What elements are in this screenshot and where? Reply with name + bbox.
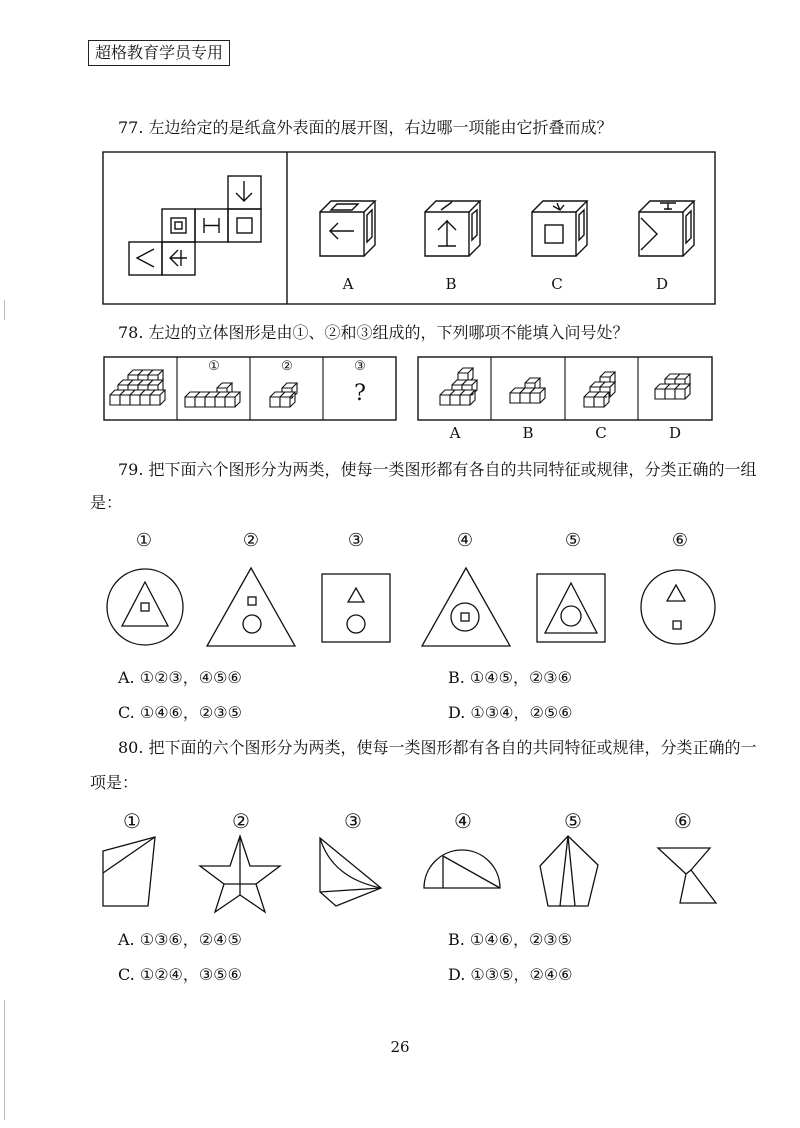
q79-answer-c[interactable]: C. ①④⑥，②③⑤ xyxy=(118,703,242,722)
q78-part-label-2: ② xyxy=(281,359,293,374)
q78-right-frame xyxy=(418,357,712,420)
q77-option-b[interactable]: B xyxy=(445,275,457,293)
q79-figure-6 xyxy=(641,570,715,644)
question-79-text-line1: 79. 把下面六个图形分为两类，使每一类图形都有各自的共同特征或规律，分类正确的一组 xyxy=(118,460,757,479)
q80-figure-label-6: ⑥ xyxy=(674,809,692,833)
q80-figure-2 xyxy=(200,836,280,912)
q80-figure-label-5: ⑤ xyxy=(564,809,582,833)
q77-net xyxy=(129,176,261,275)
q79-figure-label-6: ⑥ xyxy=(671,530,689,551)
q79-figure-label-3: ③ xyxy=(347,530,365,551)
q80-answer-d[interactable]: D. ①③⑤，②④⑥ xyxy=(448,965,573,984)
q79-figure-label-1: ① xyxy=(135,530,153,551)
q80-answer-b[interactable]: B. ①④⑥，②③⑤ xyxy=(448,930,572,949)
q79-figure-4 xyxy=(422,568,510,646)
q77-option-c[interactable]: C xyxy=(551,275,563,293)
q78-question-mark: ? xyxy=(354,381,366,406)
q78-option-d[interactable]: D xyxy=(668,424,682,442)
q77-option-a[interactable]: A xyxy=(342,275,354,293)
q80-figure-6 xyxy=(658,848,716,903)
q78-option-a-solid xyxy=(440,368,477,405)
scan-edge-line xyxy=(4,1000,5,1120)
question-77-text: 77. 左边给定的是纸盒外表面的展开图，右边哪一项能由它折叠而成？ xyxy=(118,118,613,137)
q78-part-label-3: ③ xyxy=(354,359,366,374)
q78-part-label-1: ① xyxy=(208,359,220,374)
q80-answer-c[interactable]: C. ①②④，③⑤⑥ xyxy=(118,965,242,984)
q79-figure-label-2: ② xyxy=(242,530,260,551)
header-label: 超格教育学员专用 xyxy=(88,40,230,66)
q78-option-c-solid xyxy=(584,372,615,407)
q79-figure-3 xyxy=(322,574,390,642)
q79-figure-2 xyxy=(207,568,295,646)
q80-figure-label-3: ③ xyxy=(344,809,362,833)
q77-cube-b xyxy=(425,201,480,256)
q79-answer-b[interactable]: B. ①④⑤，②③⑥ xyxy=(448,668,572,687)
question-79-text-line2: 是： xyxy=(90,493,123,512)
q80-figure-3 xyxy=(320,838,381,906)
q78-option-b-solid xyxy=(510,378,545,403)
q80-figure-4 xyxy=(424,850,500,888)
q79-figure-5 xyxy=(537,574,605,642)
page-number: 26 xyxy=(390,1038,410,1056)
q77-frame xyxy=(103,152,715,304)
q78-option-a[interactable]: A xyxy=(449,424,461,442)
q78-combined-solid xyxy=(110,370,165,405)
question-80-text-line2: 项是： xyxy=(90,773,139,792)
q79-figure-label-5: ⑤ xyxy=(564,530,582,551)
q80-figure-1 xyxy=(103,837,155,906)
q80-figure-label-4: ④ xyxy=(454,809,472,833)
q77-option-d[interactable]: D xyxy=(655,275,669,293)
q79-answer-a[interactable]: A. ①②③，④⑤⑥ xyxy=(118,668,242,687)
q80-answer-a[interactable]: A. ①③⑥，②④⑤ xyxy=(118,930,242,949)
question-80-text-line1: 80. 把下面的六个图形分为两类，使每一类图形都有各自的共同特征或规律，分类正确的一 xyxy=(118,738,757,757)
q80-figure-5 xyxy=(540,836,598,906)
scan-edge-line xyxy=(4,300,5,320)
q77-cube-d xyxy=(639,201,694,256)
q79-figure-label-4: ④ xyxy=(456,530,474,551)
q78-option-d-solid xyxy=(655,374,690,399)
q78-part-2 xyxy=(270,383,297,407)
q79-figure-1 xyxy=(107,569,183,645)
q80-figure-label-2: ② xyxy=(232,809,250,833)
q77-cube-c xyxy=(532,201,587,256)
question-78-text: 78. 左边的立体图形是由①、②和③组成的，下列哪项不能填入问号处？ xyxy=(118,323,629,342)
q79-answer-d[interactable]: D. ①③④，②⑤⑥ xyxy=(448,703,573,722)
q78-part-1 xyxy=(185,383,240,407)
q78-option-b[interactable]: B xyxy=(522,424,534,442)
q78-option-c[interactable]: C xyxy=(595,424,607,442)
q80-figure-label-1: ① xyxy=(123,809,141,833)
q77-cube-a xyxy=(320,201,375,256)
